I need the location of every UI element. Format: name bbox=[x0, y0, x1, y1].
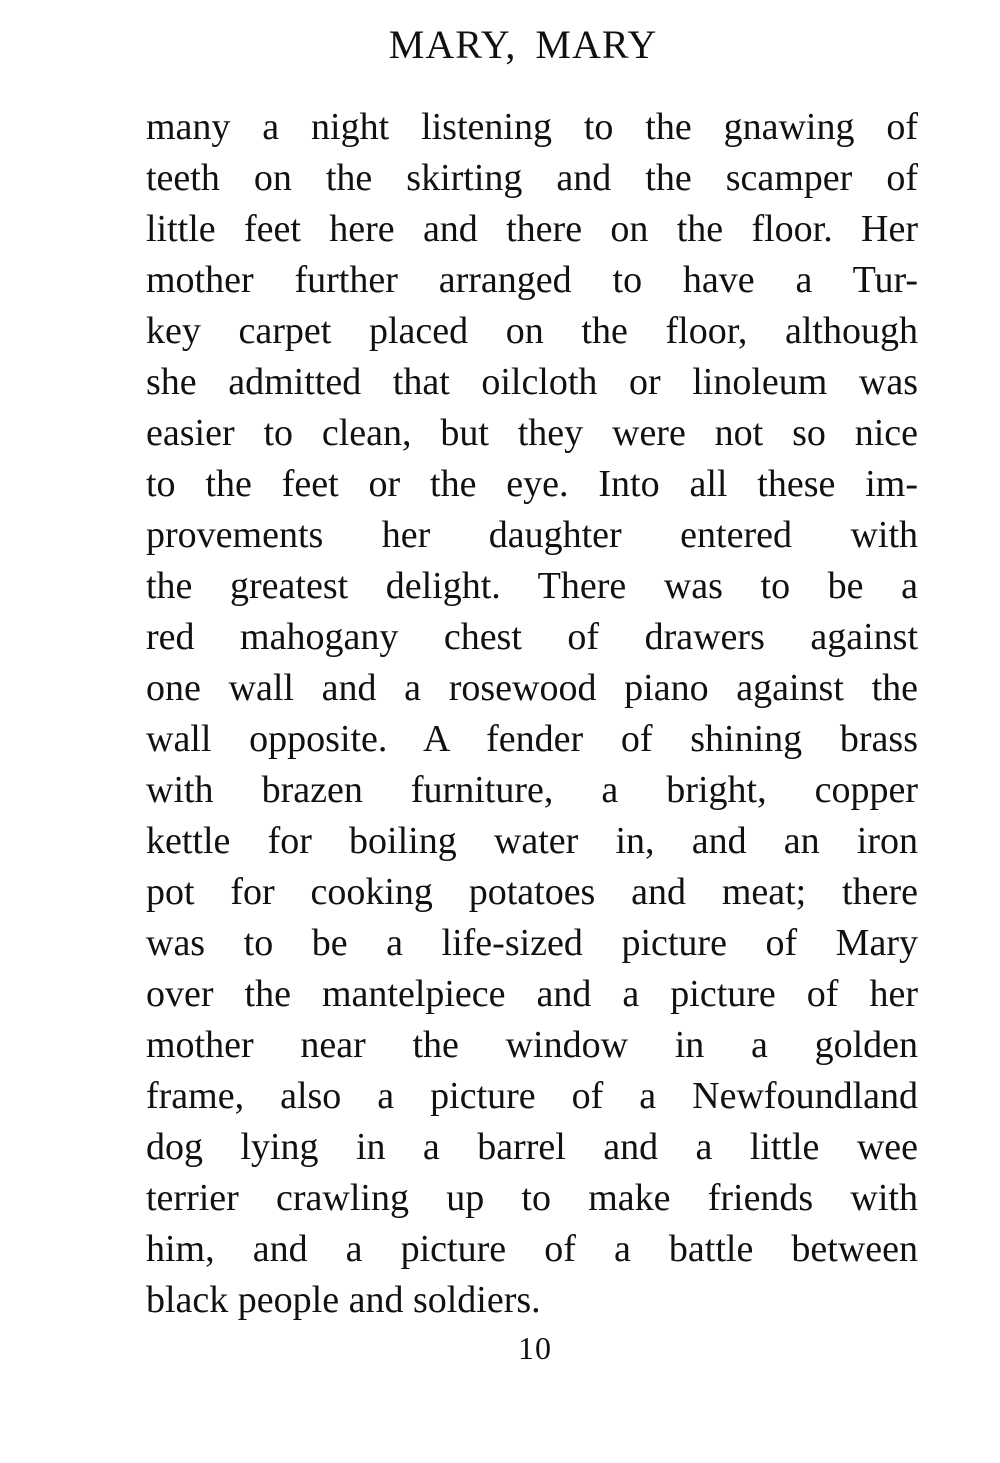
text-line: was to be a life-sized picture of Mary bbox=[146, 922, 918, 964]
body-text bbox=[146, 102, 918, 1326]
text-line: frame, also a picture of a Newfoundland bbox=[146, 1075, 918, 1117]
text-line: mother near the window in a golden bbox=[146, 1024, 918, 1066]
text-line: him, and a picture of a battle between bbox=[146, 1228, 918, 1270]
text-line: key carpet placed on the floor, although bbox=[146, 310, 918, 352]
text-line: terrier crawling up to make friends with bbox=[146, 1177, 918, 1219]
text-line: black people and soldiers. bbox=[146, 1279, 541, 1321]
running-head: MARY, MARY bbox=[388, 22, 658, 67]
text-line: many a night listening to the gnawing of bbox=[146, 106, 918, 148]
text-line: red mahogany chest of drawers against bbox=[146, 616, 918, 658]
text-line: little feet here and there on the floor. Her bbox=[146, 208, 918, 250]
text-line: easier to clean, but they were not so nice bbox=[146, 412, 918, 454]
text-line: with brazen furniture, a bright, copper bbox=[146, 769, 918, 811]
text-line: provements her daughter entered with bbox=[146, 514, 918, 556]
text-line: kettle for boiling water in, and an iron bbox=[146, 820, 918, 862]
text-line: wall opposite. A fender of shining brass bbox=[146, 718, 918, 760]
text-line: pot for cooking potatoes and meat; there bbox=[146, 871, 918, 913]
text-line: one wall and a rosewood piano against the bbox=[146, 667, 918, 709]
text-line: the greatest delight. There was to be a bbox=[146, 565, 918, 607]
text-line: dog lying in a barrel and a little wee bbox=[146, 1126, 918, 1168]
text-line: over the mantelpiece and a picture of her bbox=[146, 973, 918, 1015]
text-line: she admitted that oilcloth or linoleum was bbox=[146, 361, 918, 403]
page-number: 10 bbox=[518, 1330, 552, 1366]
text-line: teeth on the skirting and the scamper of bbox=[146, 157, 918, 199]
text-line: to the feet or the eye. Into all these im- bbox=[146, 463, 918, 505]
text-line: mother further arranged to have a Tur- bbox=[146, 259, 918, 301]
